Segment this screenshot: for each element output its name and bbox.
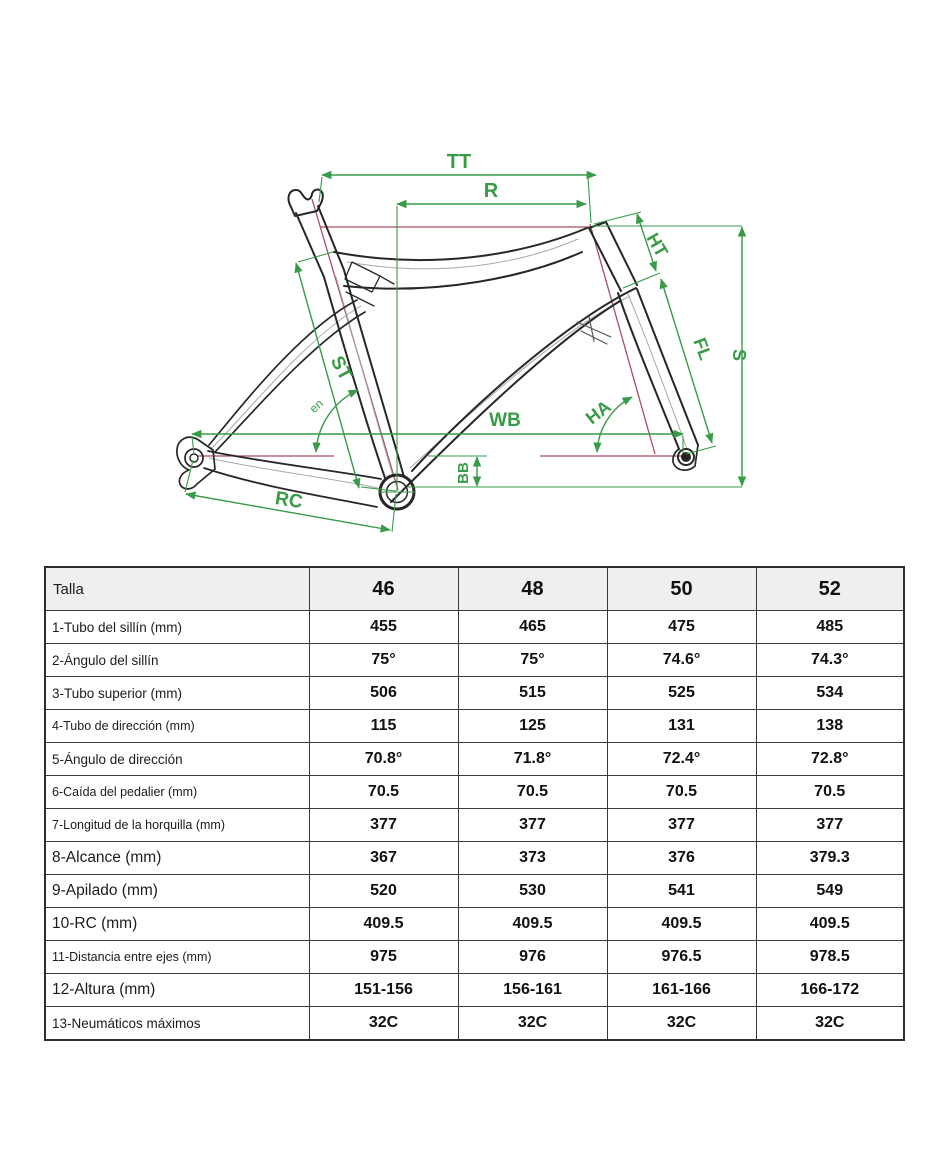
cell-value: 475 bbox=[607, 611, 756, 644]
cell-value: 455 bbox=[309, 611, 458, 644]
size-column-header: 52 bbox=[756, 567, 904, 611]
label-reach: R bbox=[483, 180, 499, 202]
table-row bbox=[45, 974, 904, 1007]
row-label: 5-Ángulo de dirección bbox=[45, 743, 309, 776]
cell-value: 75° bbox=[458, 644, 607, 677]
front-axle-hub bbox=[682, 453, 690, 461]
table-row bbox=[45, 809, 904, 842]
cell-value: 70.5 bbox=[607, 776, 756, 809]
row-label: 12-Altura (mm) bbox=[45, 974, 309, 1007]
label-bb-drop: BB bbox=[455, 462, 472, 484]
table-row bbox=[45, 941, 904, 974]
row-label: 10-RC (mm) bbox=[45, 908, 309, 941]
cell-value: 541 bbox=[607, 875, 756, 908]
row-label: 2-Ángulo del sillín bbox=[45, 644, 309, 677]
cell-value: 32C bbox=[309, 1007, 458, 1041]
cell-value: 409.5 bbox=[756, 908, 904, 941]
label-wheelbase: WB bbox=[489, 410, 521, 431]
cell-value: 515 bbox=[458, 677, 607, 710]
cell-value: 485 bbox=[756, 611, 904, 644]
size-column-header: 46 bbox=[309, 567, 458, 611]
row-label: 7-Longitud de la horquilla (mm) bbox=[45, 809, 309, 842]
cell-value: 74.3° bbox=[756, 644, 904, 677]
row-label: 3-Tubo superior (mm) bbox=[45, 677, 309, 710]
row-label: 8-Alcance (mm) bbox=[45, 842, 309, 875]
cell-value: 377 bbox=[458, 809, 607, 842]
cell-value: 151-156 bbox=[309, 974, 458, 1007]
cell-value: 379.3 bbox=[756, 842, 904, 875]
cell-value: 409.5 bbox=[458, 908, 607, 941]
label-chainstay: RC bbox=[273, 488, 305, 514]
table-row bbox=[45, 776, 904, 809]
cell-value: 530 bbox=[458, 875, 607, 908]
table-body bbox=[45, 611, 904, 1041]
cell-value: 377 bbox=[309, 809, 458, 842]
cell-value: 125 bbox=[458, 710, 607, 743]
cell-value: 166-172 bbox=[756, 974, 904, 1007]
table-row bbox=[45, 611, 904, 644]
rear-axle-center bbox=[190, 454, 198, 462]
geometry-table bbox=[44, 566, 905, 1041]
cell-value: 131 bbox=[607, 710, 756, 743]
size-column-header: 48 bbox=[458, 567, 607, 611]
row-label: 6-Caída del pedalier (mm) bbox=[45, 776, 309, 809]
table-row bbox=[45, 743, 904, 776]
cell-value: 976.5 bbox=[607, 941, 756, 974]
cell-value: 156-161 bbox=[458, 974, 607, 1007]
frame-outline bbox=[177, 190, 698, 509]
cell-value: 70.5 bbox=[309, 776, 458, 809]
cell-value: 377 bbox=[607, 809, 756, 842]
cell-value: 525 bbox=[607, 677, 756, 710]
label-tt: TT bbox=[446, 151, 472, 173]
table-row bbox=[45, 1007, 904, 1041]
bike-geometry-diagram bbox=[0, 0, 937, 556]
frame-shading bbox=[209, 239, 687, 488]
label-fork-length: FL bbox=[689, 335, 716, 363]
cell-value: 138 bbox=[756, 710, 904, 743]
cell-value: 377 bbox=[756, 809, 904, 842]
cell-value: 520 bbox=[309, 875, 458, 908]
label-stack: S bbox=[729, 348, 749, 362]
cell-value: 32C bbox=[607, 1007, 756, 1041]
table-row bbox=[45, 644, 904, 677]
reference-lines bbox=[197, 199, 688, 490]
row-label: 1-Tubo del sillín (mm) bbox=[45, 611, 309, 644]
cell-value: 376 bbox=[607, 842, 756, 875]
cell-value: 70.8° bbox=[309, 743, 458, 776]
cell-value: 70.5 bbox=[756, 776, 904, 809]
seat-angle-arc bbox=[316, 390, 358, 452]
cell-value: 70.5 bbox=[458, 776, 607, 809]
cell-value: 978.5 bbox=[756, 941, 904, 974]
cell-value: 465 bbox=[458, 611, 607, 644]
head-tube bbox=[589, 222, 637, 291]
cell-value: 367 bbox=[309, 842, 458, 875]
table-row bbox=[45, 677, 904, 710]
cell-value: 506 bbox=[309, 677, 458, 710]
cell-value: 115 bbox=[309, 710, 458, 743]
cell-value: 74.6° bbox=[607, 644, 756, 677]
label-head-angle: HA bbox=[581, 396, 615, 429]
cell-value: 161-166 bbox=[607, 974, 756, 1007]
label-seat-angle: en bbox=[306, 396, 326, 416]
cell-value: 72.4° bbox=[607, 743, 756, 776]
row-label: 9-Apilado (mm) bbox=[45, 875, 309, 908]
label-headtube: HT bbox=[642, 229, 672, 261]
header-row bbox=[45, 567, 904, 611]
seatpost bbox=[296, 206, 344, 277]
down-tube bbox=[391, 288, 636, 502]
cell-value: 975 bbox=[309, 941, 458, 974]
row-label: 11-Distancia entre ejes (mm) bbox=[45, 941, 309, 974]
label-seattube: ST bbox=[325, 352, 356, 385]
cell-value: 72.8° bbox=[756, 743, 904, 776]
row-label: 13-Neumáticos máximos bbox=[45, 1007, 309, 1041]
table-header bbox=[45, 567, 904, 611]
cell-value: 32C bbox=[458, 1007, 607, 1041]
cell-value: 75° bbox=[309, 644, 458, 677]
cell-value: 976 bbox=[458, 941, 607, 974]
cell-value: 373 bbox=[458, 842, 607, 875]
top-tube bbox=[334, 228, 587, 289]
size-column-header: 50 bbox=[607, 567, 756, 611]
table-row bbox=[45, 875, 904, 908]
row-label: 4-Tubo de dirección (mm) bbox=[45, 710, 309, 743]
cell-value: 549 bbox=[756, 875, 904, 908]
cell-value: 409.5 bbox=[309, 908, 458, 941]
size-corner-header: Talla bbox=[45, 567, 309, 611]
table-row bbox=[45, 842, 904, 875]
cell-value: 71.8° bbox=[458, 743, 607, 776]
cell-value: 32C bbox=[756, 1007, 904, 1041]
seatpost-clamp bbox=[289, 190, 323, 216]
table-row bbox=[45, 908, 904, 941]
cell-value: 534 bbox=[756, 677, 904, 710]
cell-value: 409.5 bbox=[607, 908, 756, 941]
table-row bbox=[45, 710, 904, 743]
